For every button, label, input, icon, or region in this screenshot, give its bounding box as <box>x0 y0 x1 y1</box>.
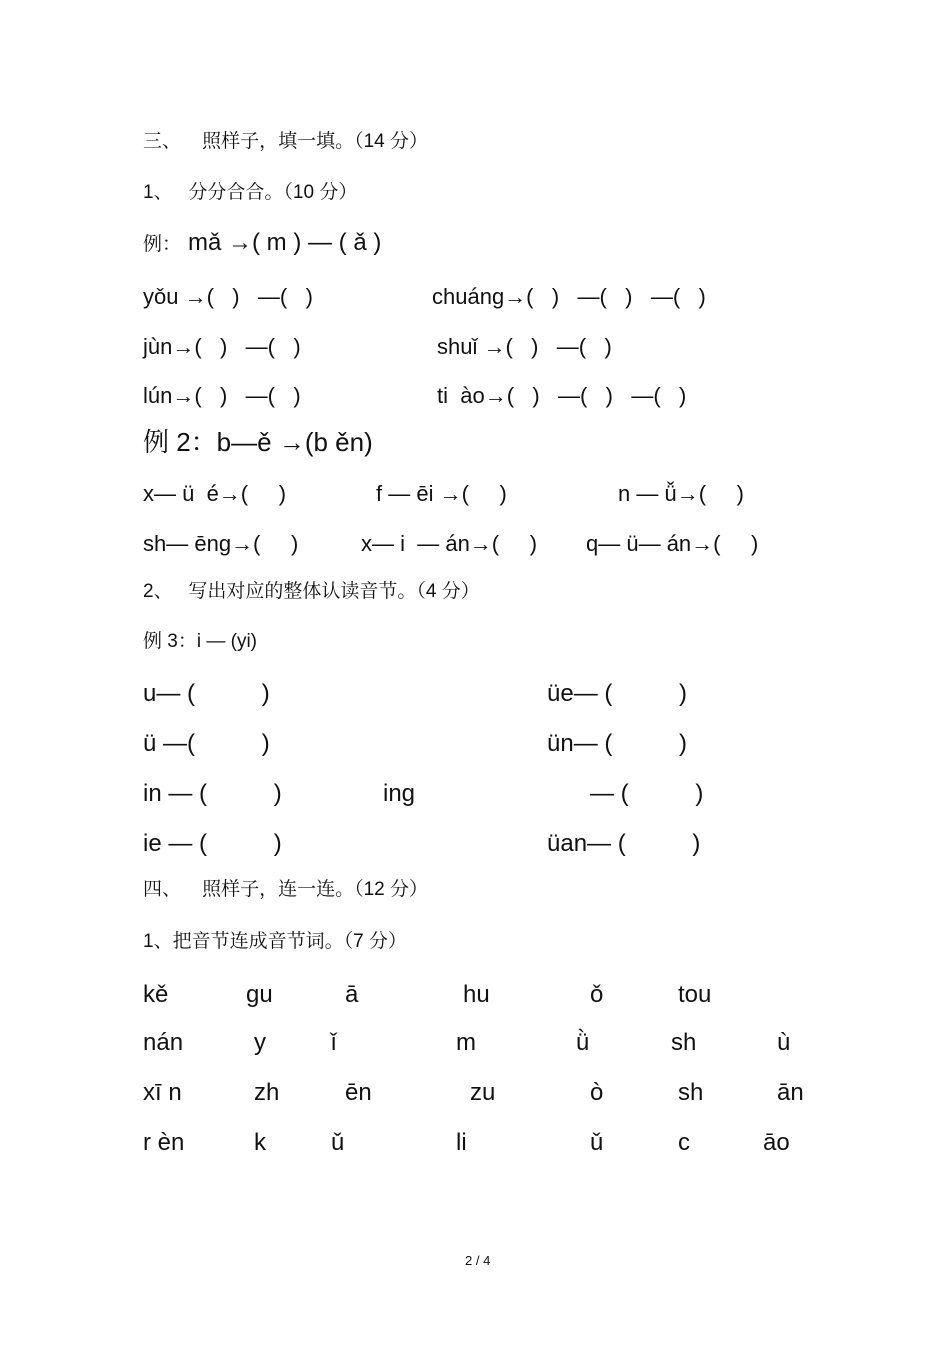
split-item: jùn→( ) —( ) <box>143 334 301 359</box>
syllable-cell: ǜ <box>576 1029 590 1056</box>
combine-item: q— ü— án→( ) <box>586 531 759 556</box>
syllable-item: ing <box>383 780 416 807</box>
syllable-cell: sh <box>678 1079 704 1106</box>
question-1-heading: 1、 分分合合。（10 分） <box>143 182 358 203</box>
section-4-question-1-heading: 1、把音节连成音节词。（7 分） <box>143 931 407 952</box>
syllable-cell: hu <box>463 981 490 1008</box>
syllable-item: in — ( ) <box>143 780 282 807</box>
syllable-cell: ǒ <box>590 981 604 1008</box>
syllable-cell: āo <box>763 1129 790 1156</box>
syllable-item: ü —( ) <box>143 730 270 757</box>
syllable-cell: ǐ <box>331 1029 337 1056</box>
split-item: lún→( ) —( ) <box>143 383 301 408</box>
example-1-prefix: 例： <box>143 234 182 255</box>
combine-item: f — ēi →( ) <box>376 481 507 506</box>
syllable-item: üan— ( ) <box>547 830 701 857</box>
syllable-cell: m <box>456 1029 476 1056</box>
combine-item: x— i — án→( ) <box>361 531 538 556</box>
split-item: ti ào→( ) —( ) —( ) <box>437 383 687 408</box>
syllable-cell: ò <box>590 1079 604 1106</box>
syllable-cell: kě <box>143 981 169 1008</box>
syllable-cell: tou <box>678 981 712 1008</box>
syllable-cell: li <box>456 1129 467 1156</box>
syllable-cell: k <box>254 1129 266 1156</box>
example-2: 例 2：b—ě →(b ěn) <box>143 427 373 457</box>
syllable-cell: ā <box>345 981 359 1008</box>
syllable-item: üe— ( ) <box>547 680 688 707</box>
syllable-cell: zh <box>254 1079 280 1106</box>
split-item: yǒu →( ) —( ) <box>143 284 313 309</box>
syllable-cell: ù <box>777 1029 791 1056</box>
combine-item: sh— ēng→( ) <box>143 531 299 556</box>
syllable-cell: sh <box>671 1029 697 1056</box>
page-number: 2 / 4 <box>465 1253 491 1268</box>
syllable-cell: c <box>678 1129 690 1156</box>
syllable-cell: gu <box>246 981 273 1008</box>
syllable-cell: ǔ <box>590 1129 604 1156</box>
syllable-item: ün— ( ) <box>547 730 688 757</box>
combine-item: n — ǚ→( ) <box>618 481 744 506</box>
split-item: chuáng→( ) —( ) —( ) <box>432 284 706 309</box>
syllable-item: — ( ) <box>590 780 704 807</box>
syllable-cell: ǔ <box>331 1129 345 1156</box>
section-4-heading: 四、 照样子，连一连。（12 分） <box>143 879 429 900</box>
syllable-item: u— ( ) <box>143 680 270 707</box>
syllable-cell: r èn <box>143 1129 185 1156</box>
syllable-item: ie — ( ) <box>143 830 282 857</box>
section-3-heading: 三、 照样子，填一填。（14 分） <box>143 131 429 152</box>
syllable-cell: zu <box>470 1079 496 1106</box>
syllable-cell: nán <box>143 1029 184 1056</box>
syllable-cell: ēn <box>345 1079 372 1106</box>
example-1-body: mǎ →( m ) — ( ǎ ) <box>188 229 382 256</box>
question-2-heading: 2、 写出对应的整体认读音节。（4 分） <box>143 581 480 602</box>
split-item: shuǐ →( ) —( ) <box>437 334 612 359</box>
syllable-cell: y <box>254 1029 266 1056</box>
combine-item: x— ü é→( ) <box>143 481 287 506</box>
syllable-cell: ān <box>777 1079 804 1106</box>
syllable-cell: xī n <box>143 1079 182 1106</box>
example-3: 例 3：i — (yi) <box>143 631 258 652</box>
